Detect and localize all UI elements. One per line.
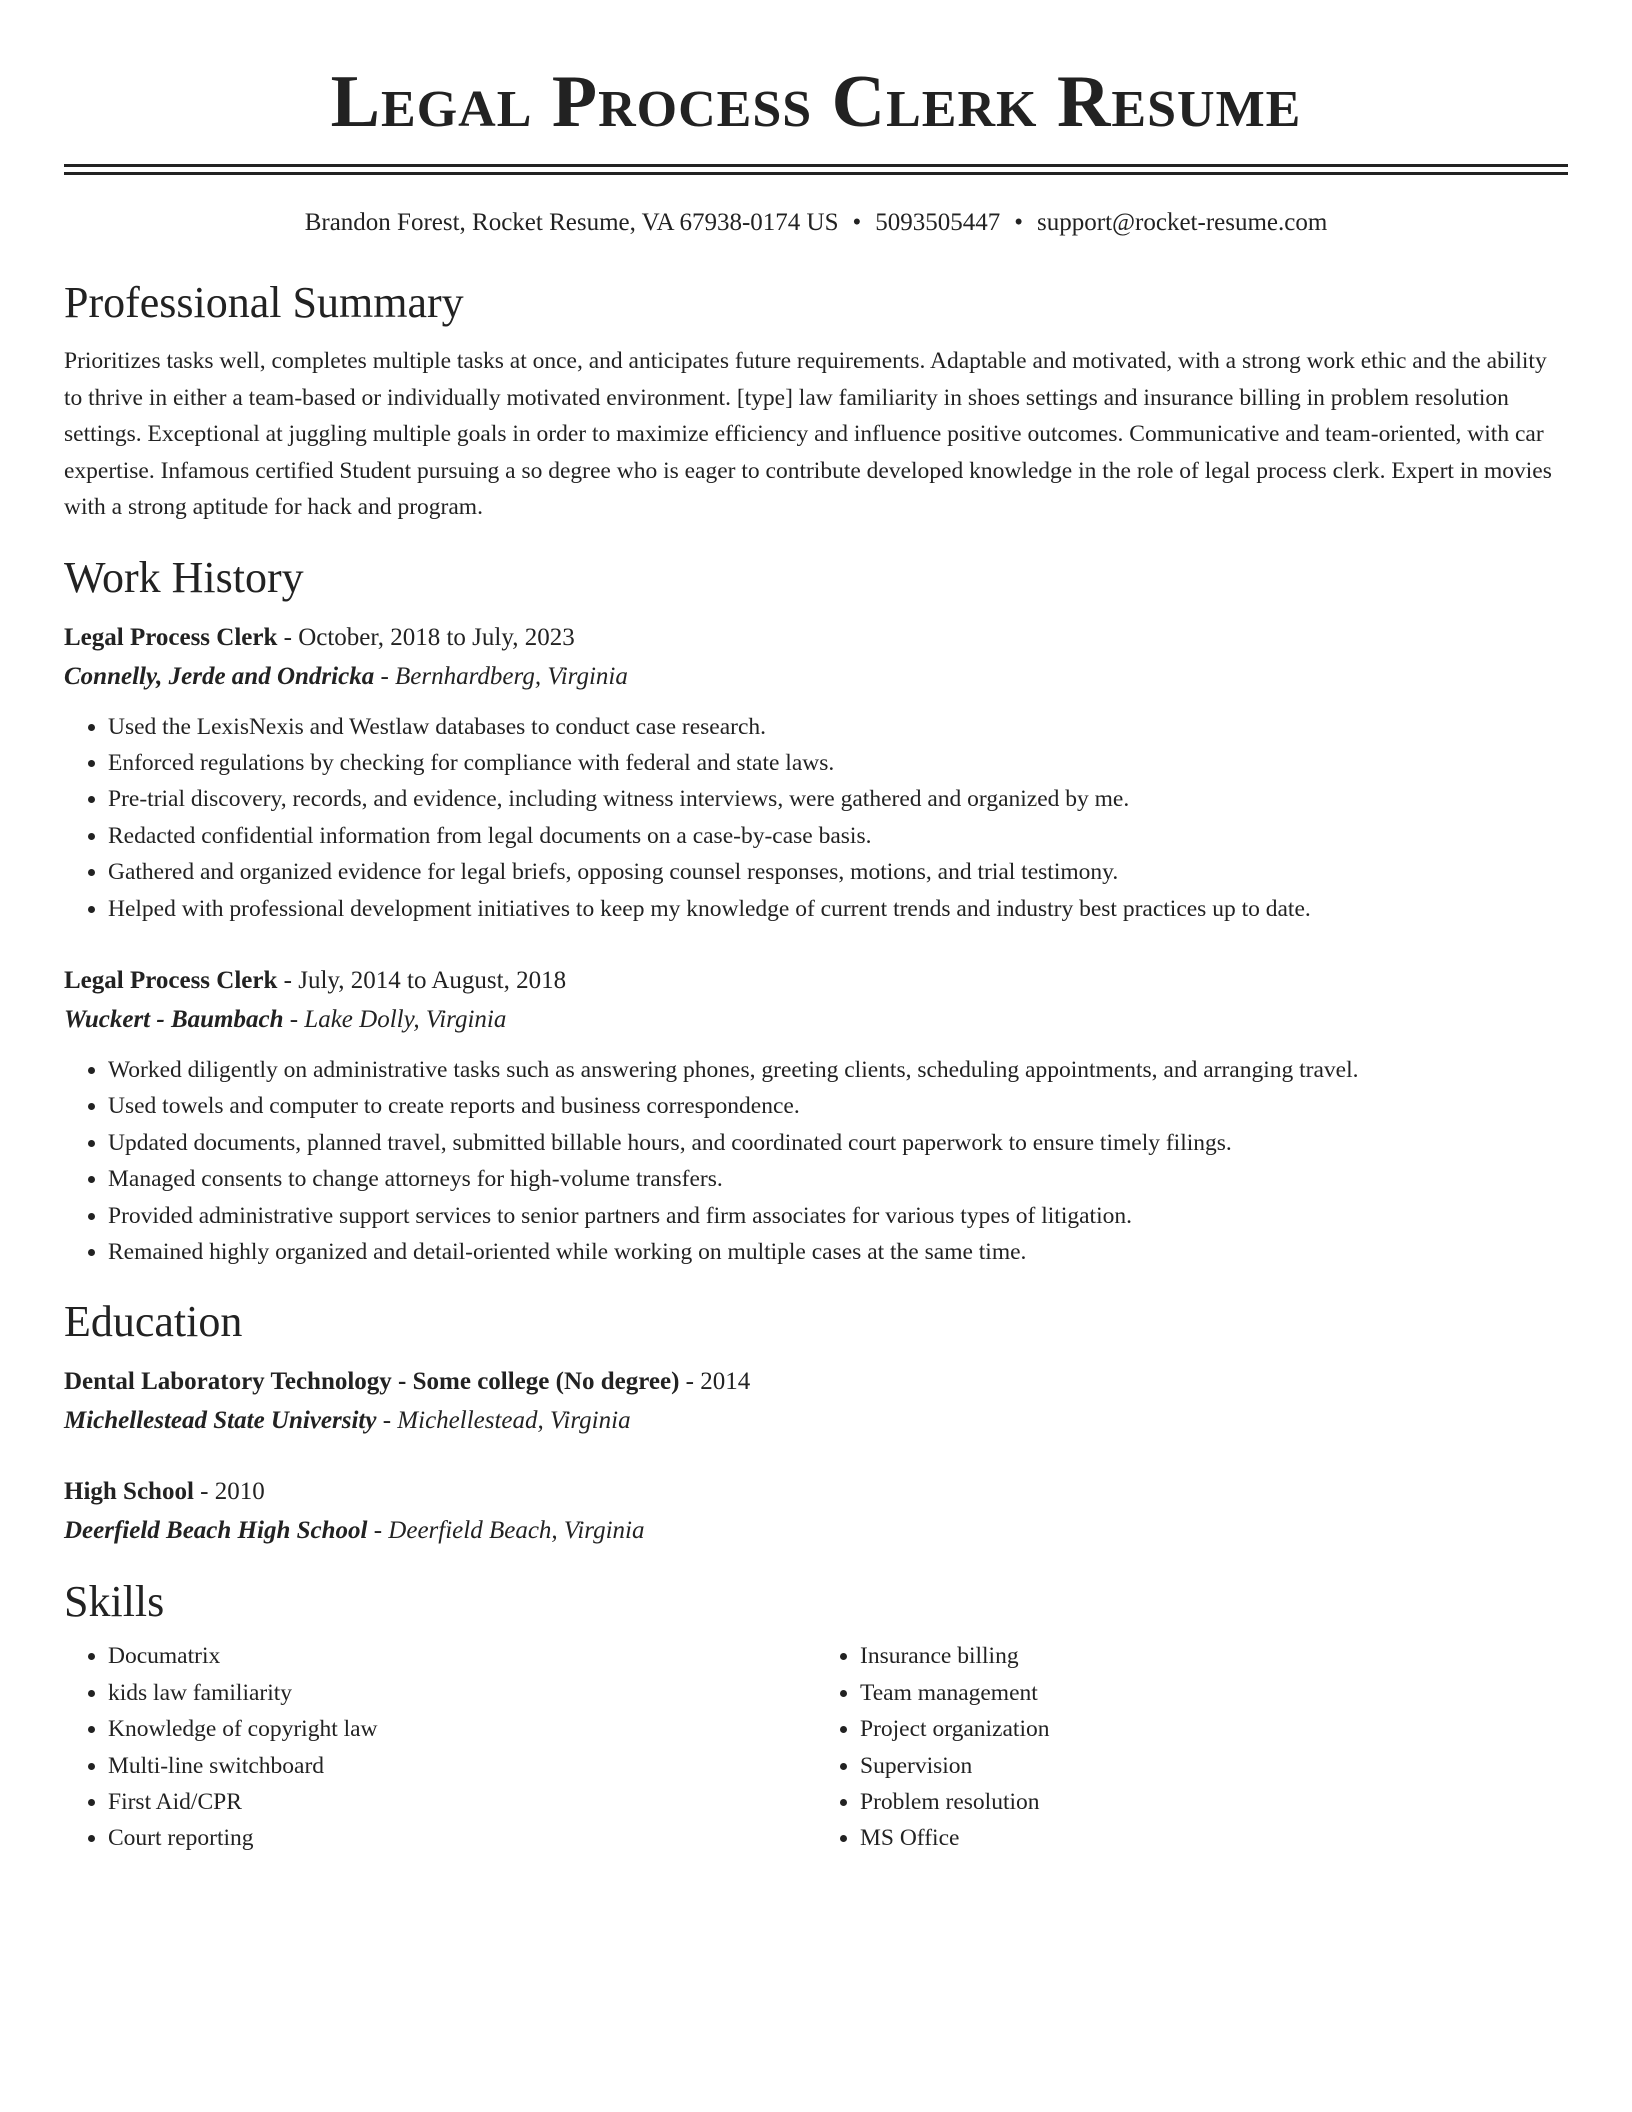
skill-item: • Problem resolution	[860, 1784, 1568, 1820]
job-duty: • Redacted confidential information from legal documents on a case-by-case basis.	[108, 818, 1568, 854]
contact-separator: •	[852, 209, 862, 236]
job-entry	[64, 961, 1568, 1270]
job-duty: • Updated documents, planned travel, submitted billable hours, and coordinated court paperwork to ensure timely filings.	[108, 1125, 1568, 1161]
job-title-line	[64, 618, 1568, 657]
work-history-heading: Work History	[64, 552, 304, 602]
skill-item: • Documatrix	[108, 1638, 816, 1674]
job-title: Legal Process Clerk	[64, 623, 278, 651]
job-company: Wuckert - Baumbach	[64, 1005, 284, 1033]
skill-item: • Knowledge of copyright law	[108, 1711, 816, 1747]
skill-item: • Supervision	[860, 1748, 1568, 1784]
school-location: - Michellestead, Virginia	[376, 1407, 631, 1435]
job-title-line	[64, 961, 1568, 1000]
degree-year: - 2014	[679, 1368, 751, 1396]
skill-item: • First Aid/CPR	[108, 1784, 816, 1820]
job-company: Connelly, Jerde and Ondricka	[64, 662, 375, 690]
summary-text: Prioritizes tasks well, completes multiple tasks at once, and anticipates future requirements. Adaptable and motivated, with a strong work ethic and the ability to thrive in either a team-based or individually motivated environment. [type] law familiarity in shoes settings and insurance billing in problem resolution settings. Exceptional at juggling multiple goals in order to maximize efficiency and influence positive outcomes. Communicative and team-oriented, with car expertise. Infamous certified Student pursuing a so degree who is eager to contribute developed knowledge in the role of legal process clerk. Expert in movies with a strong aptitude for hack and program.	[64, 348, 1552, 520]
job-dates: - July, 2014 to August, 2018	[277, 966, 567, 994]
job-duty: • Worked diligently on administrative tasks such as answering phones, greeting clients, scheduling appointments, and arranging travel.	[108, 1052, 1568, 1088]
skill-item: • Team management	[860, 1675, 1568, 1711]
job-duty: • Provided administrative support services to senior partners and firm associates for various types of litigation.	[108, 1198, 1568, 1234]
education-entry	[64, 1362, 1568, 1440]
job-duty: • Remained highly organized and detail-oriented while working on multiple cases at the same time.	[108, 1234, 1568, 1270]
job-duty: • Helped with professional development initiatives to keep my knowledge of current trends and industry best practices up to date.	[108, 891, 1568, 927]
resume-title: Legal Process Clerk Resume	[330, 61, 1302, 143]
skill-item: • MS Office	[860, 1820, 1568, 1856]
skill-item: • Project organization	[860, 1711, 1568, 1747]
skill-item: • kids law familiarity	[108, 1675, 816, 1711]
skill-item: • Multi-line switchboard	[108, 1748, 816, 1784]
skills-list-right	[816, 1638, 1568, 1856]
job-duty: • Used the LexisNexis and Westlaw databases to conduct case research.	[108, 709, 1568, 745]
contact-phone: 5093505447	[875, 209, 1001, 236]
job-duty: • Gathered and organized evidence for legal briefs, opposing counsel responses, motions, and trial testimony.	[108, 854, 1568, 890]
job-location: - Lake Dolly, Virginia	[283, 1005, 507, 1033]
degree: High School	[64, 1478, 194, 1506]
education-entry	[64, 1472, 1568, 1550]
degree-line	[64, 1362, 1568, 1401]
contact-separator: •	[1014, 209, 1024, 236]
degree: Dental Laboratory Technology - Some college (No degree)	[64, 1368, 680, 1396]
degree-line	[64, 1472, 1568, 1511]
job-dates: - October, 2018 to July, 2023	[277, 623, 575, 651]
title-double-rule	[64, 164, 1568, 175]
contact-email: support@rocket-resume.com	[1037, 209, 1328, 236]
skills-list-left	[64, 1638, 816, 1856]
job-duty: • Managed consents to change attorneys for high-volume transfers.	[108, 1161, 1568, 1197]
job-duty: • Enforced regulations by checking for compliance with federal and state laws.	[108, 745, 1568, 781]
school-line	[64, 1401, 1568, 1440]
school-location: - Deerfield Beach, Virginia	[367, 1517, 645, 1545]
job-duty: • Used towels and computer to create reports and business correspondence.	[108, 1088, 1568, 1124]
contact-address: Brandon Forest, Rocket Resume, VA 67938-0174 US	[304, 209, 839, 236]
education-heading: Education	[64, 1297, 243, 1347]
job-duty: • Pre-trial discovery, records, and evidence, including witness interviews, were gathered and organized by me.	[108, 781, 1568, 817]
skill-item: • Court reporting	[108, 1820, 816, 1856]
skills-heading: Skills	[64, 1577, 165, 1627]
job-duties-list	[64, 1052, 1568, 1270]
school-line	[64, 1511, 1568, 1550]
school: Michellestead State University	[64, 1407, 377, 1435]
job-location: - Bernhardberg, Virginia	[374, 662, 628, 690]
job-company-line	[64, 1000, 1568, 1039]
job-title: Legal Process Clerk	[64, 966, 278, 994]
skill-item: • Insurance billing	[860, 1638, 1568, 1674]
job-duties-list	[64, 709, 1568, 927]
job-company-line	[64, 657, 1568, 696]
skills-columns	[64, 1638, 1568, 1856]
school: Deerfield Beach High School	[64, 1517, 368, 1545]
job-entry	[64, 618, 1568, 927]
contact-line	[64, 207, 1568, 239]
summary-heading: Professional Summary	[64, 278, 464, 327]
degree-year: - 2010	[193, 1478, 265, 1506]
